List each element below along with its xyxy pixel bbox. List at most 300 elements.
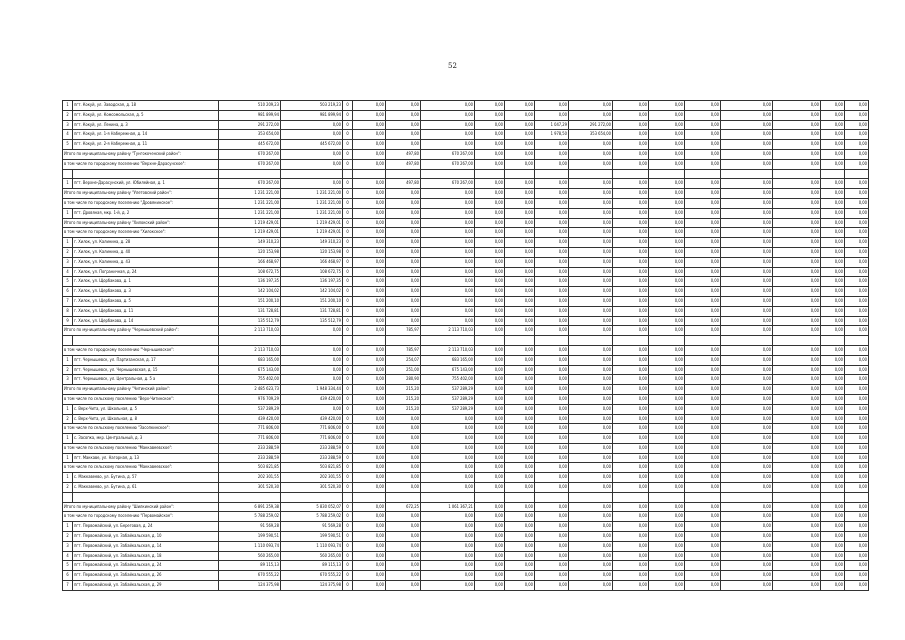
value-cell: 670 555,22: [219, 571, 281, 581]
value-cell: 142 104,02: [219, 287, 281, 297]
value-cell: 0,00: [421, 453, 475, 463]
table-row: [63, 287, 869, 297]
row-number: 3: [63, 257, 73, 267]
value-cell: 0,00: [281, 345, 343, 355]
value-cell: 0,00: [386, 463, 421, 473]
value-cell: 0: [343, 345, 353, 355]
value-cell: 0,00: [475, 277, 505, 287]
value-cell: 0: [343, 120, 353, 130]
value-cell: 0,00: [721, 443, 773, 453]
value-cell: 0: [343, 512, 353, 522]
value-cell: 0,00: [845, 365, 869, 375]
value-cell: 0,00: [773, 101, 821, 111]
table-cell: [821, 169, 845, 179]
value-cell: 0,00: [649, 385, 685, 395]
value-cell: 0,00: [721, 385, 773, 395]
value-cell: 0,00: [421, 140, 475, 150]
value-cell: 0,00: [649, 101, 685, 111]
value-cell: 0,00: [535, 149, 569, 159]
row-number: 2: [63, 365, 73, 375]
value-cell: 497,80: [386, 179, 421, 189]
value-cell: 0,00: [773, 110, 821, 120]
value-cell: 0,00: [845, 355, 869, 365]
value-cell: 0: [343, 159, 353, 169]
value-cell: 0,00: [421, 434, 475, 444]
value-cell: 0,00: [475, 424, 505, 434]
value-cell: 0,00: [386, 483, 421, 493]
value-cell: 0,00: [821, 149, 845, 159]
table-row: [63, 296, 869, 306]
table-row: [63, 571, 869, 581]
value-cell: 0,00: [421, 443, 475, 453]
value-cell: 0,00: [569, 404, 613, 414]
value-cell: 0,00: [613, 483, 649, 493]
subtotal-label: в том числе по городскому поселению "Хилокское":: [63, 228, 219, 238]
value-cell: 0,00: [386, 434, 421, 444]
row-number: 3: [63, 120, 73, 130]
subtotal-label: в том числе по сельскому поселению "Засопкинское":: [63, 424, 219, 434]
value-cell: 0,00: [353, 277, 386, 287]
housing-repair-table: [62, 100, 868, 591]
value-cell: 672,25: [386, 502, 421, 512]
value-cell: 0,00: [569, 179, 613, 189]
value-cell: 0,00: [505, 238, 535, 248]
value-cell: 0,00: [569, 296, 613, 306]
value-cell: 0,00: [721, 512, 773, 522]
value-cell: 0,00: [773, 512, 821, 522]
value-cell: 560 265,00: [281, 551, 343, 561]
value-cell: 0,00: [721, 326, 773, 336]
value-cell: 0,00: [475, 355, 505, 365]
value-cell: 0: [343, 316, 353, 326]
value-cell: 0,00: [505, 130, 535, 140]
value-cell: 0,00: [535, 551, 569, 561]
value-cell: 0,00: [685, 522, 721, 532]
value-cell: 0,00: [421, 287, 475, 297]
value-cell: 0,00: [721, 434, 773, 444]
value-cell: 0,00: [685, 296, 721, 306]
value-cell: 0,00: [845, 414, 869, 424]
table-cell: [281, 492, 343, 502]
value-cell: 0,00: [535, 414, 569, 424]
value-cell: 560 265,00: [219, 551, 281, 561]
value-cell: 0,00: [535, 198, 569, 208]
value-cell: 0,00: [569, 571, 613, 581]
value-cell: 0,00: [649, 404, 685, 414]
table-cell: [569, 169, 613, 179]
value-cell: 0,00: [569, 287, 613, 297]
value-cell: 0,00: [821, 414, 845, 424]
value-cell: 0,00: [649, 149, 685, 159]
table-cell: [343, 336, 353, 346]
value-cell: 0,00: [475, 287, 505, 297]
value-cell: 0,00: [505, 541, 535, 551]
value-cell: 0,00: [475, 483, 505, 493]
value-cell: 0,00: [421, 316, 475, 326]
value-cell: 108 672,75: [219, 267, 281, 277]
address-cell: г. Хилок, ул. Щербакова, д. 3: [73, 287, 219, 297]
table-cell: [475, 492, 505, 502]
value-cell: 0,00: [685, 532, 721, 542]
table-cell: [353, 492, 386, 502]
value-cell: 0,00: [845, 443, 869, 453]
value-cell: 1 061 367,21: [421, 502, 475, 512]
value-cell: 0,00: [685, 267, 721, 277]
value-cell: 0,00: [721, 502, 773, 512]
table-row-subtotal: [63, 228, 869, 238]
value-cell: 0,00: [569, 551, 613, 561]
value-cell: 0,00: [845, 473, 869, 483]
value-cell: 0,00: [386, 101, 421, 111]
value-cell: 151 200,10: [281, 296, 343, 306]
value-cell: 0,00: [505, 434, 535, 444]
value-cell: 0,00: [721, 375, 773, 385]
value-cell: 0,00: [535, 404, 569, 414]
value-cell: 0,00: [773, 404, 821, 414]
value-cell: 0: [343, 561, 353, 571]
value-cell: 0,00: [649, 581, 685, 591]
value-cell: 0,00: [649, 238, 685, 248]
value-cell: 0,00: [721, 110, 773, 120]
value-cell: 0,00: [649, 130, 685, 140]
value-cell: 0,00: [845, 463, 869, 473]
value-cell: 0,00: [569, 316, 613, 326]
value-cell: 202 301,55: [219, 473, 281, 483]
value-cell: 0,00: [353, 473, 386, 483]
table-cell: [386, 492, 421, 502]
value-cell: 439 420,00: [281, 414, 343, 424]
value-cell: 0,00: [821, 385, 845, 395]
value-cell: 0,00: [721, 551, 773, 561]
value-cell: 1 219 429,01: [281, 218, 343, 228]
row-number: 1: [63, 208, 73, 218]
value-cell: 0,00: [475, 110, 505, 120]
value-cell: 0,00: [613, 453, 649, 463]
value-cell: 0,00: [569, 434, 613, 444]
row-number: 1: [63, 355, 73, 365]
value-cell: 0,00: [845, 581, 869, 591]
value-cell: 675 143,00: [421, 365, 475, 375]
value-cell: 0,00: [535, 238, 569, 248]
value-cell: 0,00: [505, 287, 535, 297]
table-cell: [421, 492, 475, 502]
address-cell: пгт. Кокуй, ул. 2-я Набережная, д. 11: [73, 140, 219, 150]
value-cell: 0,00: [569, 453, 613, 463]
value-cell: 0,00: [721, 473, 773, 483]
row-number: 1: [63, 434, 73, 444]
value-cell: 0,00: [475, 179, 505, 189]
table-cell: [505, 169, 535, 179]
value-cell: 0,00: [845, 375, 869, 385]
value-cell: 0,00: [685, 345, 721, 355]
value-cell: 1 110 093,74: [281, 541, 343, 551]
value-cell: 0,00: [613, 541, 649, 551]
value-cell: 0,00: [773, 218, 821, 228]
value-cell: 0,00: [649, 434, 685, 444]
value-cell: 0,00: [353, 149, 386, 159]
value-cell: 0,00: [505, 198, 535, 208]
value-cell: 6 891 259,38: [219, 502, 281, 512]
table-row: [63, 581, 869, 591]
value-cell: 0,00: [386, 257, 421, 267]
value-cell: 0,00: [685, 110, 721, 120]
value-cell: 0,00: [386, 541, 421, 551]
value-cell: 0,00: [421, 120, 475, 130]
value-cell: 0,00: [421, 218, 475, 228]
value-cell: 0,00: [505, 306, 535, 316]
value-cell: 0: [343, 267, 353, 277]
value-cell: 0,00: [613, 130, 649, 140]
table-cell: [73, 492, 219, 502]
value-cell: 0,00: [613, 414, 649, 424]
table-row: [63, 414, 869, 424]
value-cell: 0,00: [685, 355, 721, 365]
value-cell: 0,00: [386, 414, 421, 424]
table-cell: [281, 169, 343, 179]
value-cell: 0,00: [613, 238, 649, 248]
value-cell: 0,00: [613, 306, 649, 316]
value-cell: 0,00: [353, 375, 386, 385]
value-cell: 0,00: [845, 434, 869, 444]
table-cell: [343, 169, 353, 179]
value-cell: 0,00: [613, 375, 649, 385]
value-cell: 0,00: [649, 571, 685, 581]
value-cell: 1 231 221,00: [219, 198, 281, 208]
value-cell: 233 288,59: [219, 443, 281, 453]
address-cell: с. Верх-Чита, ул. Школьная, д. 8: [73, 414, 219, 424]
value-cell: 0,00: [613, 532, 649, 542]
value-cell: 0,00: [649, 228, 685, 238]
address-cell: пгт. Первомайский, ул. Забайкальская, д. 26: [73, 571, 219, 581]
value-cell: 0,00: [386, 218, 421, 228]
value-cell: 0,00: [685, 424, 721, 434]
value-cell: 0,00: [505, 120, 535, 130]
value-cell: 0,00: [281, 326, 343, 336]
value-cell: 439 420,00: [219, 414, 281, 424]
value-cell: 0,00: [821, 365, 845, 375]
table-row-subtotal: [63, 149, 869, 159]
value-cell: 537 289,29: [421, 385, 475, 395]
row-number: 4: [63, 130, 73, 140]
address-cell: пгт. Чернышевск, ул. Чернышевская, д. 15: [73, 365, 219, 375]
value-cell: 0: [343, 149, 353, 159]
value-cell: 0,00: [649, 483, 685, 493]
value-cell: 0,00: [649, 277, 685, 287]
value-cell: 0,00: [613, 512, 649, 522]
row-number: 6: [63, 287, 73, 297]
value-cell: 0,00: [721, 463, 773, 473]
value-cell: 0,00: [421, 198, 475, 208]
value-cell: 142 104,02: [281, 287, 343, 297]
address-cell: пгт. Первомайский, ул. Береговая, д. 24: [73, 522, 219, 532]
value-cell: 0,00: [649, 561, 685, 571]
table-cell: [649, 336, 685, 346]
value-cell: 0: [343, 326, 353, 336]
table-row-subtotal: [63, 443, 869, 453]
row-number: 5: [63, 140, 73, 150]
value-cell: 0,00: [475, 326, 505, 336]
table-cell: [845, 336, 869, 346]
value-cell: 0,00: [649, 473, 685, 483]
value-cell: 0,00: [821, 130, 845, 140]
value-cell: 0,00: [773, 355, 821, 365]
table-row: [63, 483, 869, 493]
value-cell: 0,00: [721, 306, 773, 316]
value-cell: 0,00: [649, 345, 685, 355]
value-cell: 0,00: [569, 228, 613, 238]
value-cell: 0,00: [386, 228, 421, 238]
value-cell: 0,00: [386, 198, 421, 208]
value-cell: 670 555,22: [281, 571, 343, 581]
value-cell: 981 899,94: [281, 110, 343, 120]
value-cell: 0,00: [685, 179, 721, 189]
value-cell: 0,00: [353, 414, 386, 424]
value-cell: 0,00: [721, 257, 773, 267]
table-cell: [421, 336, 475, 346]
value-cell: 0,00: [535, 326, 569, 336]
address-cell: г. Хилок, ул. Щербакова, д. 14: [73, 316, 219, 326]
value-cell: 0,00: [721, 581, 773, 591]
value-cell: 0,00: [569, 149, 613, 159]
value-cell: 0,00: [535, 502, 569, 512]
value-cell: 0,00: [535, 228, 569, 238]
value-cell: 0,00: [773, 571, 821, 581]
value-cell: 0,00: [845, 149, 869, 159]
value-cell: 0,00: [535, 483, 569, 493]
value-cell: 0,00: [386, 581, 421, 591]
address-cell: пгт. Первомайский, ул. Забайкальская, д. 10: [73, 532, 219, 542]
value-cell: 0,00: [421, 541, 475, 551]
address-cell: с. Маккавеево, ул. Бутина, д. 57: [73, 473, 219, 483]
value-cell: 0,00: [773, 238, 821, 248]
value-cell: 0,00: [821, 463, 845, 473]
value-cell: 124 375,98: [281, 581, 343, 591]
table-row: [63, 238, 869, 248]
value-cell: 0,00: [721, 277, 773, 287]
table-cell: [421, 169, 475, 179]
row-number: 1: [63, 453, 73, 463]
row-number: 1: [63, 179, 73, 189]
value-cell: 0,00: [421, 522, 475, 532]
value-cell: 0: [343, 306, 353, 316]
address-cell: с. Маккавеево, ул. Бутина, д. 61: [73, 483, 219, 493]
table-cell: [845, 492, 869, 502]
value-cell: 0,00: [535, 247, 569, 257]
value-cell: 0,00: [353, 130, 386, 140]
table-cell: [475, 169, 505, 179]
value-cell: 0,00: [535, 561, 569, 571]
value-cell: 0: [343, 443, 353, 453]
address-cell: пгт. Верхне-Дарасунский, ул. Юбилейная, д. 1: [73, 179, 219, 189]
value-cell: 0,00: [569, 110, 613, 120]
value-cell: 0,00: [353, 218, 386, 228]
address-cell: г. Хилок, ул. Калинина, д. 28: [73, 238, 219, 248]
value-cell: 0,00: [535, 140, 569, 150]
value-cell: 0,00: [773, 561, 821, 571]
subtotal-label: в том числе по городскому поселению "Первомайское":: [63, 512, 219, 522]
value-cell: 0,00: [353, 345, 386, 355]
value-cell: 0,00: [721, 120, 773, 130]
value-cell: 0,00: [475, 532, 505, 542]
table-row-empty: [63, 336, 869, 346]
value-cell: 0: [343, 257, 353, 267]
row-number: 9: [63, 316, 73, 326]
value-cell: 0,00: [353, 512, 386, 522]
value-cell: 0: [343, 277, 353, 287]
value-cell: 0,00: [505, 316, 535, 326]
value-cell: 0,00: [569, 463, 613, 473]
value-cell: 0,00: [613, 159, 649, 169]
table-body: [63, 101, 869, 591]
value-cell: 0,00: [386, 247, 421, 257]
value-cell: 0,00: [353, 179, 386, 189]
value-cell: 0,00: [353, 267, 386, 277]
value-cell: 0,00: [613, 385, 649, 395]
value-cell: 0,00: [535, 267, 569, 277]
value-cell: 0,00: [569, 541, 613, 551]
value-cell: 0,00: [845, 267, 869, 277]
value-cell: 0,00: [613, 502, 649, 512]
address-cell: с. Верх-Чита, ул. Школьная, д. 5: [73, 404, 219, 414]
value-cell: 0,00: [569, 267, 613, 277]
value-cell: 2 113 710,03: [219, 326, 281, 336]
value-cell: 0,00: [685, 483, 721, 493]
value-cell: 0,00: [773, 257, 821, 267]
value-cell: 0,00: [649, 512, 685, 522]
value-cell: 0,00: [386, 130, 421, 140]
value-cell: 0,00: [569, 385, 613, 395]
value-cell: 0,00: [505, 149, 535, 159]
row-number: 1: [63, 238, 73, 248]
value-cell: 0,00: [613, 473, 649, 483]
value-cell: 0,00: [505, 404, 535, 414]
value-cell: 131 728,81: [281, 306, 343, 316]
value-cell: 0,00: [721, 561, 773, 571]
value-cell: 0,00: [505, 463, 535, 473]
value-cell: 0,00: [569, 218, 613, 228]
value-cell: 0,00: [821, 394, 845, 404]
value-cell: 0,00: [535, 463, 569, 473]
value-cell: 0,00: [475, 434, 505, 444]
value-cell: 0,00: [773, 306, 821, 316]
value-cell: 0,00: [535, 443, 569, 453]
value-cell: 0,00: [773, 140, 821, 150]
value-cell: 0,00: [353, 257, 386, 267]
value-cell: 0,00: [613, 179, 649, 189]
value-cell: 0: [343, 473, 353, 483]
value-cell: 0,00: [721, 130, 773, 140]
value-cell: 0,00: [773, 228, 821, 238]
value-cell: 0,00: [353, 208, 386, 218]
value-cell: 0,00: [721, 345, 773, 355]
value-cell: 0: [343, 532, 353, 542]
value-cell: 215,20: [386, 404, 421, 414]
value-cell: 497,80: [386, 149, 421, 159]
value-cell: 0,00: [685, 238, 721, 248]
value-cell: 2 113 710,03: [421, 326, 475, 336]
value-cell: 0,00: [535, 385, 569, 395]
value-cell: 0,00: [569, 345, 613, 355]
value-cell: 0,00: [685, 502, 721, 512]
value-cell: 0,00: [685, 287, 721, 297]
table-row: [63, 306, 869, 316]
value-cell: 0,00: [649, 355, 685, 365]
value-cell: 291 272,00: [569, 120, 613, 130]
value-cell: 131 728,81: [219, 306, 281, 316]
value-cell: 0,00: [721, 189, 773, 199]
table-cell: [386, 336, 421, 346]
value-cell: 0,00: [475, 414, 505, 424]
